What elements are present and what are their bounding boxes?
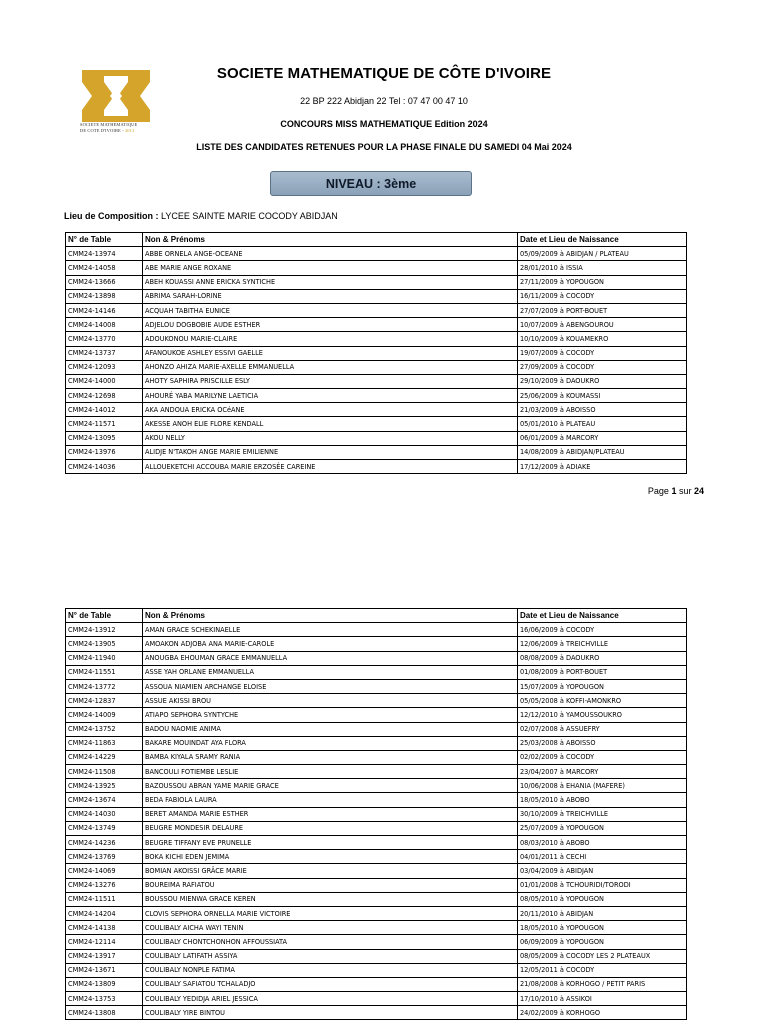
header-birth: Date et Lieu de Naissance <box>518 609 687 623</box>
logo-caption-text: DE COTE D'IVOIRE - <box>80 127 125 133</box>
cell-table-number: CMM24-11511 <box>66 892 143 906</box>
table-row <box>66 821 687 835</box>
table-row <box>66 878 687 892</box>
cell-name: AHONZO AHIZA MARIE-AXELLE EMMANUELLA <box>143 360 518 374</box>
level-banner <box>270 171 472 196</box>
cell-name: BEDA FABIOLA LAURA <box>143 793 518 807</box>
cell-name: BERET AMANDA MARIE ESTHER <box>143 807 518 821</box>
cell-birth: 19/07/2009 à COCODY <box>518 346 687 360</box>
cell-name: AMAN GRACE SCHEKINAELLE <box>143 623 518 637</box>
cell-table-number: CMM24-14204 <box>66 906 143 920</box>
table-row <box>66 651 687 665</box>
cell-birth: 12/12/2010 à YAMOUSSOUKRO <box>518 708 687 722</box>
cell-birth: 10/06/2008 à EHANIA (MAFERE) <box>518 779 687 793</box>
logo-caption-year: 2013 <box>124 127 135 133</box>
cell-table-number: CMM24-14146 <box>66 303 143 317</box>
cell-birth: 20/11/2010 à ABIDJAN <box>518 906 687 920</box>
cell-birth: 06/09/2009 à YOPOUGON <box>518 935 687 949</box>
cell-birth: 16/11/2009 à COCODY <box>518 289 687 303</box>
cell-name: AHOURÉ YABA MARILYNE LAETICIA <box>143 389 518 403</box>
cell-name: BOUSSOU MIENWA GRACE KEREN <box>143 892 518 906</box>
cell-table-number: CMM24-13770 <box>66 332 143 346</box>
cell-name: AMOAKON ADJOBA ANA MARIE-CAROLE <box>143 637 518 651</box>
table-row <box>66 346 687 360</box>
table-row <box>66 992 687 1006</box>
cell-table-number: CMM24-13925 <box>66 779 143 793</box>
table-row <box>66 403 687 417</box>
logo-caption-line2 <box>80 128 160 134</box>
cell-table-number: CMM24-13917 <box>66 949 143 963</box>
location-label: Lieu de Composition : <box>64 211 159 221</box>
cell-table-number: CMM24-13095 <box>66 431 143 445</box>
cell-table-number: CMM24-14030 <box>66 807 143 821</box>
cell-name: BOUREIMA RAFIATOU <box>143 878 518 892</box>
table-row <box>66 431 687 445</box>
cell-birth: 05/09/2009 à ABIDJAN / PLATEAU <box>518 247 687 261</box>
table-row <box>66 389 687 403</box>
cell-name: BEUGRE MONDESIR DELAURE <box>143 821 518 835</box>
table-row <box>66 750 687 764</box>
cell-table-number: CMM24-14000 <box>66 374 143 388</box>
cell-name: ADOUKONOU MARIE-CLAIRE <box>143 332 518 346</box>
table-row <box>66 807 687 821</box>
table-row <box>66 360 687 374</box>
cell-birth: 21/08/2008 à KORHOGO / PETIT PARIS <box>518 977 687 991</box>
table-header-row <box>66 233 687 247</box>
cell-table-number: CMM24-11940 <box>66 651 143 665</box>
table-row <box>66 289 687 303</box>
cell-birth: 05/01/2010 à PLATEAU <box>518 417 687 431</box>
cell-table-number: CMM24-14008 <box>66 318 143 332</box>
cell-birth: 02/07/2008 à ASSUEFRY <box>518 722 687 736</box>
cell-birth: 23/04/2007 à MARCORY <box>518 765 687 779</box>
cell-table-number: CMM24-11571 <box>66 417 143 431</box>
cell-name: CLOVIS SEPHORA ORNELLA MARIE VICTOIRE <box>143 906 518 920</box>
cell-table-number: CMM24-13276 <box>66 878 143 892</box>
list-title: LISTE DES CANDIDATES RETENUES POUR LA PHASE FINALE DU SAMEDI 04 Mai 2024 <box>196 142 572 152</box>
cell-table-number: CMM24-13674 <box>66 793 143 807</box>
cell-table-number: CMM24-13769 <box>66 850 143 864</box>
cell-birth: 10/07/2009 à ABENGOUROU <box>518 318 687 332</box>
page-prefix: Page <box>647 486 672 496</box>
table-row <box>66 1006 687 1020</box>
candidates-table-2 <box>65 608 687 1020</box>
table-row <box>66 765 687 779</box>
cell-name: ABEH KOUASSI ANNE ERICKA SYNTICHE <box>143 275 518 289</box>
cell-table-number: CMM24-13974 <box>66 247 143 261</box>
cell-table-number: CMM24-14036 <box>66 460 143 474</box>
cell-birth: 25/07/2009 à YOPOUGON <box>518 821 687 835</box>
table-row <box>66 694 687 708</box>
cell-table-number: CMM24-11863 <box>66 736 143 750</box>
cell-birth: 27/09/2009 à COCODY <box>518 360 687 374</box>
cell-birth: 15/07/2009 à YOPOUGON <box>518 679 687 693</box>
cell-birth: 06/01/2009 à MARCORY <box>518 431 687 445</box>
cell-name: AKESSE ANOH ELIE FLORE KENDALL <box>143 417 518 431</box>
cell-table-number: CMM24-14138 <box>66 921 143 935</box>
cell-name: ACQUAH TABITHA EUNICE <box>143 303 518 317</box>
cell-birth: 08/05/2010 à YOPOUGON <box>518 892 687 906</box>
cell-birth: 16/06/2009 à COCODY <box>518 623 687 637</box>
cell-birth: 05/05/2008 à KOFFI-AMONKRO <box>518 694 687 708</box>
logo-caption-line1: SOCIETE MATHEMATIQUE <box>80 122 138 127</box>
candidates-table-1 <box>65 232 687 474</box>
table-row <box>66 460 687 474</box>
table-row <box>66 736 687 750</box>
logo-caption <box>80 122 160 133</box>
org-title: SOCIETE MATHEMATIQUE DE CÔTE D'IVOIRE <box>216 65 552 82</box>
table-row <box>66 637 687 651</box>
page-sep: sur <box>676 486 694 496</box>
cell-name: COULIBALY YIRE BINTOU <box>143 1006 518 1020</box>
cell-birth: 17/10/2010 à ASSIKOI <box>518 992 687 1006</box>
cell-name: BANCOULI FOTIEMBE LESLIE <box>143 765 518 779</box>
cell-table-number: CMM24-13749 <box>66 821 143 835</box>
cell-name: ASSE YAH ORLANE EMMANUELLA <box>143 665 518 679</box>
cell-name: BAMBA KIYALA SRAMY RANIA <box>143 750 518 764</box>
header-name: Non & Prénoms <box>143 609 518 623</box>
cell-birth: 12/05/2011 à COCODY <box>518 963 687 977</box>
cell-name: COULIBALY NONPLE FATIMA <box>143 963 518 977</box>
cell-name: ANOUGBA EHOUMAN GRACE EMMANUELLA <box>143 651 518 665</box>
logo-emblem-icon <box>80 68 152 124</box>
cell-name: AKOU NELLY <box>143 431 518 445</box>
cell-name: BAKARE MOUINDAT AYA FLORA <box>143 736 518 750</box>
cell-name: BEUGRE TIFFANY EVE PRUNELLE <box>143 836 518 850</box>
table-row <box>66 921 687 935</box>
table-row <box>66 779 687 793</box>
cell-birth: 17/12/2009 à ADIAKE <box>518 460 687 474</box>
cell-table-number: CMM24-13753 <box>66 992 143 1006</box>
cell-name: ABRIMA SARAH-LORINE <box>143 289 518 303</box>
cell-name: COULIBALY YEDIDJA ARIEL JESSICA <box>143 992 518 1006</box>
cell-birth: 30/10/2009 à TREICHVILLE <box>518 807 687 821</box>
table-row <box>66 247 687 261</box>
table-row <box>66 275 687 289</box>
level-label: NIVEAU : 3ème <box>325 176 417 191</box>
cell-birth: 25/03/2008 à ABOISSO <box>518 736 687 750</box>
table-row <box>66 318 687 332</box>
cell-birth: 18/05/2010 à ABOBO <box>518 793 687 807</box>
cell-birth: 01/08/2009 à PORT-BOUET <box>518 665 687 679</box>
cell-table-number: CMM24-13808 <box>66 1006 143 1020</box>
cell-table-number: CMM24-14058 <box>66 261 143 275</box>
cell-table-number: CMM24-11508 <box>66 765 143 779</box>
table-body-1 <box>66 247 687 474</box>
contest-title: CONCOURS MISS MATHEMATIQUE Edition 2024 <box>280 119 488 129</box>
table-row <box>66 303 687 317</box>
table-row <box>66 793 687 807</box>
cell-table-number: CMM24-14236 <box>66 836 143 850</box>
cell-table-number: CMM24-13898 <box>66 289 143 303</box>
cell-birth: 12/06/2009 à TREICHVILLE <box>518 637 687 651</box>
cell-name: ABE MARIE ANGE ROXANE <box>143 261 518 275</box>
location-value: LYCEE SAINTE MARIE COCODY ABIDJAN <box>158 211 338 221</box>
cell-table-number: CMM24-14229 <box>66 750 143 764</box>
table-row <box>66 977 687 991</box>
org-address: 22 BP 222 Abidjan 22 Tel : 07 47 00 47 10 <box>300 96 468 106</box>
cell-birth: 25/06/2009 à KOUMASSI <box>518 389 687 403</box>
cell-name: BADOU NAOMIE ANIMA <box>143 722 518 736</box>
table-row <box>66 261 687 275</box>
cell-name: ASSOUA NIAMIEN ARCHANGE ELOISE <box>143 679 518 693</box>
table-row <box>66 332 687 346</box>
cell-table-number: CMM24-13976 <box>66 445 143 459</box>
table-row <box>66 665 687 679</box>
cell-birth: 02/02/2009 à COCODY <box>518 750 687 764</box>
page-number <box>648 486 704 496</box>
cell-name: COULIBALY LATIFATH ASSIYA <box>143 949 518 963</box>
cell-name: COULIBALY AICHA WAYI TENIN <box>143 921 518 935</box>
cell-name: ABBE ORNELA ANGE-OCEANE <box>143 247 518 261</box>
page-total: 24 <box>693 486 704 496</box>
cell-table-number: CMM24-14012 <box>66 403 143 417</box>
cell-birth: 18/05/2010 à YOPOUGON <box>518 921 687 935</box>
header-table-number: N° de Table <box>66 233 143 247</box>
cell-table-number: CMM24-14069 <box>66 864 143 878</box>
table-row <box>66 374 687 388</box>
cell-birth: 08/08/2009 à DAOUKRO <box>518 651 687 665</box>
location-line <box>64 211 338 221</box>
cell-birth: 03/04/2009 à ABIDJAN <box>518 864 687 878</box>
table-row <box>66 623 687 637</box>
table-row <box>66 963 687 977</box>
cell-birth: 27/07/2009 à PORT-BOUET <box>518 303 687 317</box>
header-name: Non & Prénoms <box>143 233 518 247</box>
cell-table-number: CMM24-12837 <box>66 694 143 708</box>
header-birth: Date et Lieu de Naissance <box>518 233 687 247</box>
header-table-number: N° de Table <box>66 609 143 623</box>
cell-table-number: CMM24-13671 <box>66 963 143 977</box>
cell-table-number: CMM24-13905 <box>66 637 143 651</box>
cell-table-number: CMM24-12114 <box>66 935 143 949</box>
table-row <box>66 935 687 949</box>
table-row <box>66 850 687 864</box>
cell-name: ALLOUEKETCHI ACCOUBA MARIE ERZOSÉE CAREINE <box>143 460 518 474</box>
cell-table-number: CMM24-11551 <box>66 665 143 679</box>
cell-birth: 04/01/2011 à CECHI <box>518 850 687 864</box>
cell-table-number: CMM24-13809 <box>66 977 143 991</box>
cell-name: AHOTY SAPHIRA PRISCILLE ESLY <box>143 374 518 388</box>
table-row <box>66 864 687 878</box>
cell-name: ATIAPO SEPHORA SYNTYCHE <box>143 708 518 722</box>
cell-table-number: CMM24-12698 <box>66 389 143 403</box>
cell-birth: 14/08/2009 à ABIDJAN/PLATEAU <box>518 445 687 459</box>
cell-table-number: CMM24-14009 <box>66 708 143 722</box>
cell-name: COULIBALY SAFIATOU TCHALADJO <box>143 977 518 991</box>
table-row <box>66 708 687 722</box>
table-row <box>66 906 687 920</box>
cell-birth: 21/03/2009 à ABOISSO <box>518 403 687 417</box>
cell-name: BAZOUSSOU ABRAN YAME MARIE GRACE <box>143 779 518 793</box>
table-body-2 <box>66 623 687 1020</box>
cell-name: ALIDJE N'TAKOH ANGE MARIE EMILIENNE <box>143 445 518 459</box>
cell-name: AFANOUKOE ASHLEY ESSIVI GAELLE <box>143 346 518 360</box>
cell-table-number: CMM24-13912 <box>66 623 143 637</box>
cell-birth: 10/10/2009 à KOUAMEKRO <box>518 332 687 346</box>
table-row <box>66 949 687 963</box>
table-header-row <box>66 609 687 623</box>
table-row <box>66 445 687 459</box>
table-row <box>66 836 687 850</box>
cell-name: COULIBALY CHONTCHONHON AFFOUSSIATA <box>143 935 518 949</box>
table-row <box>66 417 687 431</box>
cell-birth: 08/05/2009 à COCODY LES 2 PLATEAUX <box>518 949 687 963</box>
cell-table-number: CMM24-13737 <box>66 346 143 360</box>
cell-table-number: CMM24-13752 <box>66 722 143 736</box>
cell-birth: 27/11/2009 à YOPOUGON <box>518 275 687 289</box>
cell-name: ASSUE AKISSI BROU <box>143 694 518 708</box>
cell-name: BOMIAN AKOISSI GRÂCE MARIE <box>143 864 518 878</box>
cell-birth: 01/01/2008 à TCHOURIDI/TORODI <box>518 878 687 892</box>
cell-birth: 29/10/2009 à DAOUKRO <box>518 374 687 388</box>
cell-name: ADJELOU DOGBOBIE AUDE ESTHER <box>143 318 518 332</box>
cell-name: AKA ANDOUA ERICKA OCéANE <box>143 403 518 417</box>
cell-table-number: CMM24-13772 <box>66 679 143 693</box>
cell-birth: 28/01/2010 à ISSIA <box>518 261 687 275</box>
page-current: 1 <box>671 486 677 496</box>
cell-birth: 24/02/2009 à KORHOGO <box>518 1006 687 1020</box>
table-row <box>66 679 687 693</box>
cell-name: BOKA KICHI EDEN JEMIMA <box>143 850 518 864</box>
cell-table-number: CMM24-12093 <box>66 360 143 374</box>
cell-birth: 08/03/2010 à ABOBO <box>518 836 687 850</box>
cell-table-number: CMM24-13666 <box>66 275 143 289</box>
table-row <box>66 722 687 736</box>
table-row <box>66 892 687 906</box>
